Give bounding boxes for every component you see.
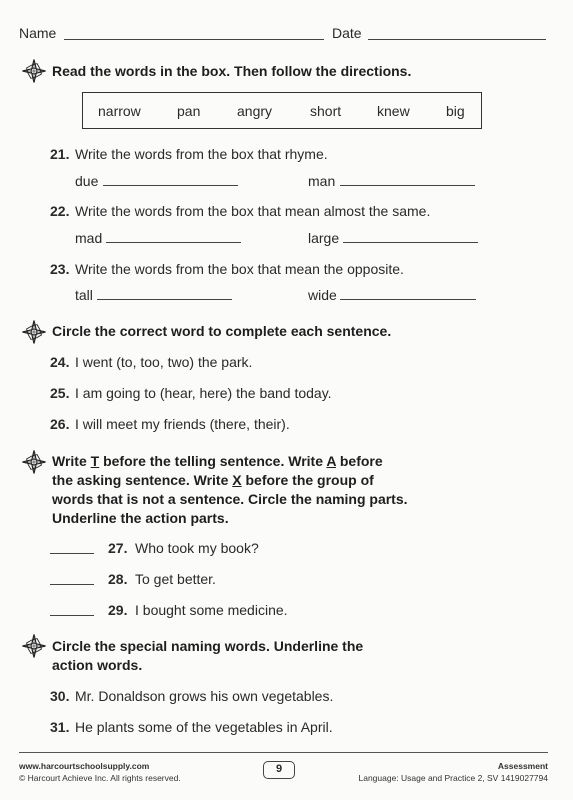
directions-1: Read the words in the box. Then follow the directions. [52, 63, 412, 79]
item-number: 22. [50, 203, 70, 219]
answer-line[interactable] [340, 299, 476, 300]
name-label: Name [19, 25, 57, 41]
date-label: Date [332, 25, 362, 41]
answer-line[interactable] [340, 185, 475, 186]
compass-star-icon [22, 320, 46, 344]
item-text: Write the words from the box that mean almost the same. [75, 203, 431, 219]
answer-blank[interactable] [50, 553, 94, 554]
answer-line[interactable] [103, 185, 238, 186]
item-number: 30. [50, 688, 70, 704]
item-text: Who took my book? [135, 540, 259, 556]
answer-label: due [75, 173, 99, 189]
item-number: 29. [108, 602, 128, 618]
item-text: He plants some of the vegetables in April. [75, 719, 333, 735]
item-number: 25. [50, 385, 70, 401]
item-number: 24. [50, 354, 70, 370]
page-number: 9 [263, 761, 295, 779]
directions-4: Circle the special naming words. Underline the action words. [52, 638, 364, 673]
answer-label: large [308, 230, 340, 246]
item-number: 21. [50, 146, 70, 162]
item-text: Mr. Donaldson grows his own vegetables. [75, 688, 334, 704]
compass-star-icon [22, 634, 46, 658]
answer-line[interactable] [106, 242, 241, 243]
footer-copyright: © Harcourt Achieve Inc. All rights reserved. [19, 773, 181, 783]
compass-star-icon [22, 450, 46, 474]
name-field[interactable] [64, 39, 324, 40]
answer-blank[interactable] [50, 615, 94, 616]
item-number: 23. [50, 261, 70, 277]
word-box-word: narrow [98, 103, 141, 119]
mark-x: X [232, 472, 242, 488]
answer-label: tall [75, 287, 93, 303]
directions-3: Write T before the telling sentence. Write A before the asking sentence. Write X before the group of words that is not a sentence. Circle the naming parts. Underline the action parts. [52, 453, 408, 526]
item-number: 27. [108, 540, 128, 556]
answer-label: man [308, 173, 336, 189]
item-text: Write the words from the box that mean the opposite. [75, 261, 404, 277]
directions-2: Circle the correct word to complete each sentence. [52, 323, 392, 339]
answer-label: wide [308, 287, 337, 303]
footer-website[interactable]: www.harcourtschoolsupply.com [19, 761, 150, 771]
footer-product: Language: Usage and Practice 2, SV 1419027794 [358, 773, 548, 783]
answer-blank[interactable] [50, 584, 94, 585]
compass-star-icon [22, 59, 46, 83]
answer-label: mad [75, 230, 103, 246]
mark-a: A [326, 453, 336, 469]
word-box-word: knew [377, 103, 410, 119]
word-box-word: pan [177, 103, 201, 119]
footer-assessment: Assessment [497, 761, 548, 771]
answer-line[interactable] [343, 242, 478, 243]
footer-rule [19, 752, 548, 753]
date-field[interactable] [368, 39, 546, 40]
item-text: I bought some medicine. [135, 602, 288, 618]
mark-t: T [90, 453, 100, 469]
item-text: I will meet my friends (there, their). [75, 416, 290, 432]
item-text: Write the words from the box that rhyme. [75, 146, 328, 162]
item-number: 26. [50, 416, 70, 432]
item-text: I am going to (hear, here) the band today. [75, 385, 332, 401]
word-box-word: short [310, 103, 342, 119]
word-box [82, 92, 482, 129]
word-box-word: big [446, 103, 465, 119]
answer-line[interactable] [97, 299, 232, 300]
item-text: To get better. [135, 571, 216, 587]
item-text: I went (to, too, two) the park. [75, 354, 253, 370]
item-number: 31. [50, 719, 70, 735]
word-box-word: angry [237, 103, 273, 119]
item-number: 28. [108, 571, 128, 587]
